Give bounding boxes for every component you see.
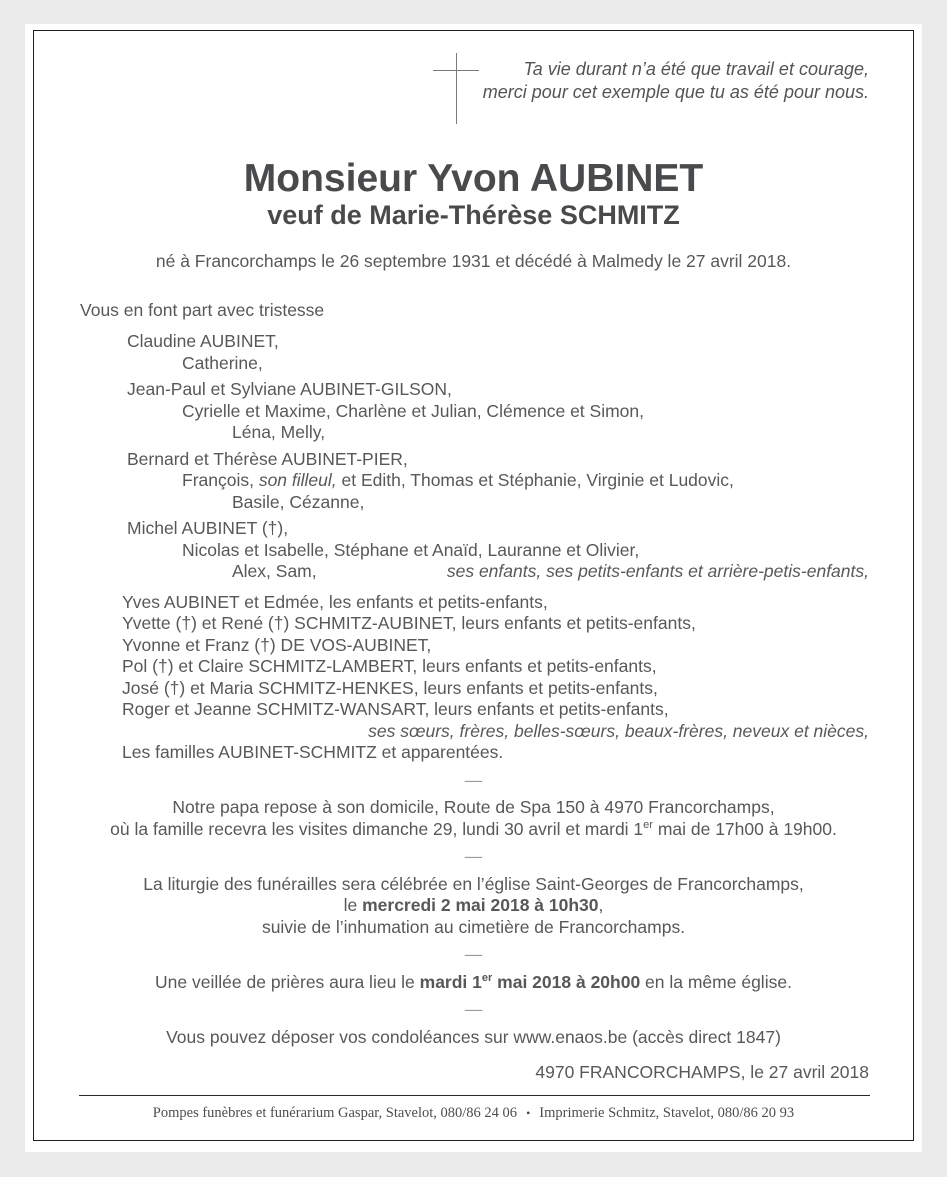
family-line: Alex, Sam, ses enfants, ses petits-enfants et arrière-petis-enfants, (232, 561, 869, 581)
footer-divider (79, 1095, 870, 1096)
relative-line: José (†) et Maria SCHMITZ-HENKES, leurs enfants et petits-enfants, (122, 677, 658, 698)
announcement-intro: Vous en font part avec tristesse (80, 299, 325, 320)
family-group (34, 379, 913, 444)
cross-icon (433, 53, 479, 124)
ceremony-line: suivie de l’inhumation au cimetière de Francorchamps. (261, 916, 686, 937)
printer-credit: Imprimerie Schmitz, Stavelot, 080/86 20 93 (539, 1104, 795, 1121)
section-separator: — (464, 944, 483, 964)
family-line: Basile, Cézanne, (232, 491, 365, 512)
ceremony-section (34, 797, 913, 840)
footer-credits (34, 1104, 913, 1123)
ceremony-section (34, 1027, 913, 1049)
ceremony-line: Notre papa repose à son domicile, Route de Spa 150 à 4970 Francorchamps, (172, 797, 775, 817)
ceremony-line: La liturgie des funérailles sera célébrée en l’église Saint-Georges de Francorchamps, (143, 873, 804, 894)
section-separator: — (464, 846, 483, 866)
family-line: Léna, Melly, (232, 422, 326, 442)
family-line: Bernard et Thérèse AUBINET-PIER, (127, 448, 408, 469)
relative-line: Yvette (†) et René (†) SCHMITZ-AUBINET, leurs enfants et petits-enfants, (122, 613, 696, 633)
family-line: Cyrielle et Maxime, Charlène et Julian, Clémence et Simon, (182, 400, 644, 421)
bullet-separator: • (526, 1105, 531, 1120)
relatives-note: ses sœurs, frères, belles-sœurs, beaux-frères, neveux et nièces, (368, 720, 869, 741)
relatives-list (34, 592, 913, 764)
relative-line: Roger et Jeanne SCHMITZ-WANSART, leurs enfants et petits-enfants, (122, 699, 669, 719)
family-line: Jean-Paul et Sylviane AUBINET-GILSON, (127, 379, 452, 399)
card-border-frame (33, 30, 914, 1141)
family-group (34, 331, 913, 374)
family-line: Nicolas et Isabelle, Stéphane et Anaïd, Lauranne et Olivier, (182, 539, 640, 560)
ceremony-section (34, 972, 913, 994)
ceremony-line: Une veillée de prières aura lieu le mardi 1er mai 2018 à 20h00 en la même église. (155, 971, 792, 992)
family-group (34, 518, 913, 583)
deceased-subtitle: veuf de Marie-Thérèse SCHMITZ (267, 200, 680, 230)
family-group (34, 449, 913, 514)
ceremony-line: Vous pouvez déposer vos condoléances sur www.enaos.be (accès direct 1847) (166, 1026, 781, 1047)
ceremony-line: où la famille recevra les visites dimanche 29, lundi 30 avril et mardi 1er mai de 17h00 à 19h00. (110, 818, 837, 839)
section-separator: — (464, 999, 483, 1019)
family-line: Claudine AUBINET, (127, 331, 279, 351)
epitaph-line: Ta vie durant n’a été que travail et courage, (523, 59, 869, 79)
deceased-name-title: Monsieur Yvon AUBINET (243, 157, 704, 200)
funeral-home-credit: Pompes funèbres et funérarium Gaspar, Stavelot, 080/86 24 06 (152, 1104, 518, 1121)
family-line: Michel AUBINET (†), (127, 518, 289, 538)
ceremony-line: le mercredi 2 mai 2018 à 10h30, (343, 895, 604, 915)
section-separator: — (464, 769, 483, 790)
families-closing: Les familles AUBINET-SCHMITZ et apparentées. (122, 742, 504, 762)
memorial-card (25, 24, 922, 1152)
family-line: Catherine, (182, 352, 263, 373)
family-line: François, son filleul, et Edith, Thomas et Stéphanie, Virginie et Ludovic, (182, 470, 734, 490)
epitaph-line: merci pour cet exemple que tu as été pour nous. (482, 82, 869, 102)
relative-line: Yvonne et Franz (†) DE VOS-AUBINET, (122, 634, 432, 655)
family-list (34, 331, 913, 583)
ceremony-info (34, 770, 913, 1049)
relationship-note: ses enfants, ses petits-enfants et arrière-petis-enfants, (446, 561, 869, 581)
place-date-line: 4970 FRANCORCHAMPS, le 27 avril 2018 (535, 1062, 869, 1082)
relative-line: Pol (†) et Claire SCHMITZ-LAMBERT, leurs enfants et petits-enfants, (122, 656, 657, 676)
life-dates: né à Francorchamps le 26 septembre 1931 et décédé à Malmedy le 27 avril 2018. (155, 251, 792, 271)
ceremony-section (34, 874, 913, 939)
relative-line: Yves AUBINET et Edmée, les enfants et petits-enfants, (122, 591, 548, 612)
